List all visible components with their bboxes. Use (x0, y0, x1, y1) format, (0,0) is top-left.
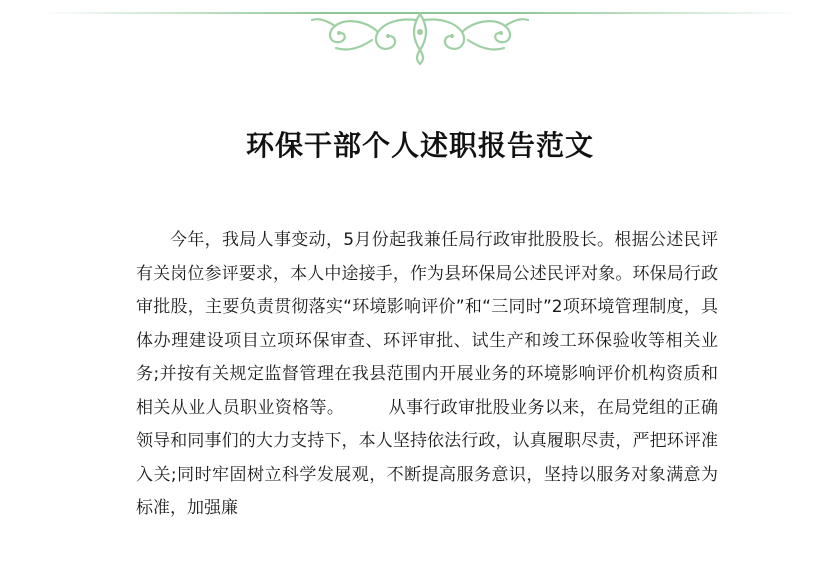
flourish-ornament-icon (0, 0, 840, 70)
body-paragraph (136, 224, 718, 526)
paragraph-2: 从事行政审批股业务以来，在局党组的正确领导和同事们的大力支持下，本人坚持依法行政，认真履职尽责，严把环评准入关;同时牢固树立科学发展观，不断提高服务意识，坚持以服务对象满意为标准，加强廉 (136, 397, 719, 518)
paragraph-1: 今年，我局人事变动，5月份起我兼任局行政审批股股长。根据公述民评有关岗位参评要求，本人中途接手，作为县环保局公述民评对象。环保局行政审批股，主要负责贯彻落实“环境影响评价”和“三同时”2项环境管理制度，具体办理建设项目立项环保审查、环评审批、试生产和竣工环保验收等相关业务;并按有关规定监督管理在我县范围内开展业务的环境影响评价机构资质和相关从业人员职业资格等。 (136, 230, 718, 418)
document-title: 环保干部个人述职报告范文 (245, 129, 594, 162)
